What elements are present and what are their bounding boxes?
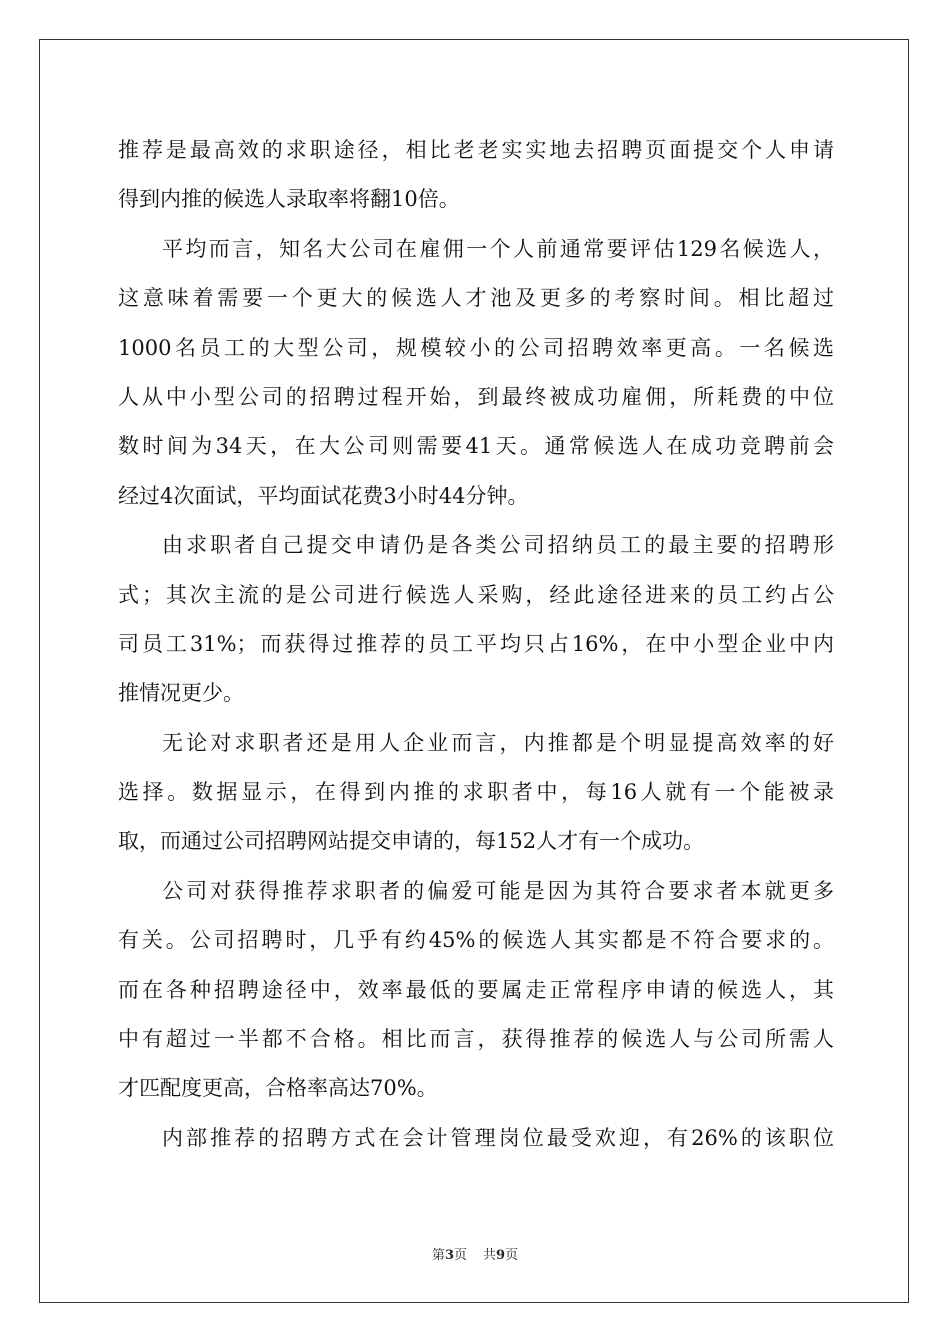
text-line: 中有超过一半都不合格。相比而言，获得推荐的候选人与公司所需人 <box>118 1027 834 1052</box>
text-line: 数时间为34天，在大公司则需要41天。通常候选人在成功竞聘前会 <box>118 434 834 459</box>
text-line: 推情况更少。 <box>118 681 244 706</box>
document-body <box>118 126 834 1163</box>
text-line: 经过4次面试，平均面试花费3小时44分钟。 <box>118 483 529 508</box>
paragraph-first-line: 公司对获得推荐求职者的偏爱可能是因为其符合要求者本就更多 <box>162 878 834 903</box>
page-footer <box>0 1244 950 1263</box>
text-line: 选择。数据显示，在得到内推的求职者中，每16人就有一个能被录 <box>118 780 834 805</box>
text-line: 这意味着需要一个更大的候选人才池及更多的考察时间。相比超过 <box>118 286 834 311</box>
paragraph-first-line: 由求职者自己提交申请仍是各类公司招纳员工的最主要的招聘形 <box>162 533 834 558</box>
page-number-prefix: 第 <box>431 1248 445 1263</box>
paragraph-first-line: 无论对求职者还是用人企业而言，内推都是个明显提高效率的好 <box>162 730 834 755</box>
paragraph-first-line: 内部推荐的招聘方式在会计管理岗位最受欢迎，有26%的该职位 <box>162 1125 834 1150</box>
text-line: 推荐是最高效的求职途径，相比老老实实地去招聘页面提交个人申请 <box>118 138 834 162</box>
text-line: 而在各种招聘途径中，效率最低的要属走正常程序申请的候选人，其 <box>118 977 834 1002</box>
text-line: 司员工31%；而获得过推荐的员工平均只占16%，在中小型企业中内 <box>118 631 834 656</box>
page-total-prefix: 共 <box>483 1248 497 1263</box>
text-line: 人从中小型公司的招聘过程开始，到最终被成功雇佣，所耗费的中位 <box>118 384 834 409</box>
page-total-count: 9 <box>496 1248 506 1263</box>
page-number-current: 3 <box>444 1248 454 1263</box>
page-total-unit: 页 <box>505 1248 519 1263</box>
text-line: 得到内推的候选人录取率将翻10倍。 <box>118 187 460 212</box>
text-line: 式；其次主流的是公司进行候选人采购，经此途径进来的员工约占公 <box>118 582 834 607</box>
paragraph-first-line: 平均而言，知名大公司在雇佣一个人前通常要评估129名候选人， <box>162 236 834 261</box>
page-number-unit: 页 <box>453 1248 467 1263</box>
text-line: 有关。公司招聘时，几乎有约45%的候选人其实都是不符合要求的。 <box>118 928 834 953</box>
text-line: 才匹配度更高，合格率高达70%。 <box>118 1076 438 1101</box>
text-line: 取，而通过公司招聘网站提交申请的，每152人才有一个成功。 <box>118 829 705 854</box>
text-line: 1000名员工的大型公司，规模较小的公司招聘效率更高。一名候选 <box>118 335 834 360</box>
